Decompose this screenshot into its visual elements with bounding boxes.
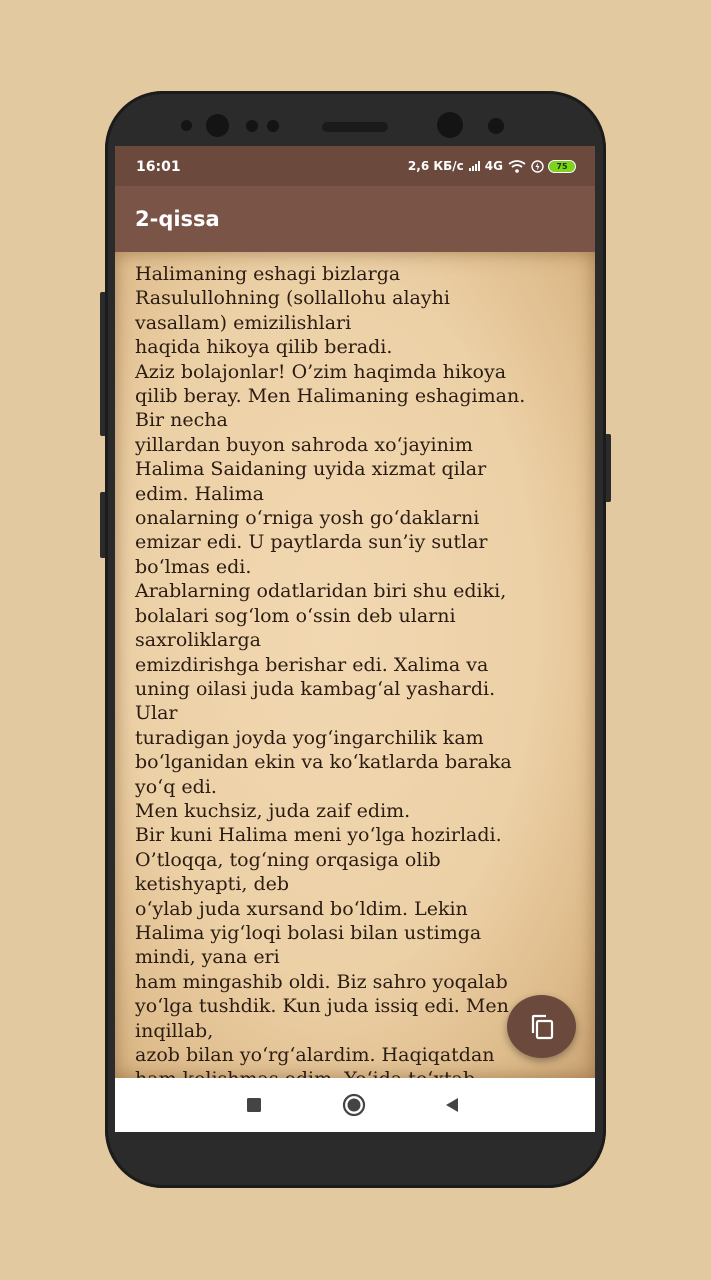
app-bar [115,186,595,252]
status-bar [115,146,595,186]
story-line: haqida hikoya qilib beradi. [135,336,393,359]
sensor-dot [488,118,504,134]
story-line: turadigan joyda yog‘ingarchilik kam [135,726,484,749]
story-line: Halimaning eshagi bizlarga [135,263,401,285]
triangle-back-icon [444,1097,460,1113]
story-line: o‘ylab juda xursand bo‘ldim. Lekin [135,897,468,920]
status-indicators [408,159,575,173]
story-line: Halima yig‘loqi bolasi bilan ustimga [135,921,482,944]
copy-icon [529,1013,555,1041]
story-line: vasallam) emizilishlari [135,311,352,334]
navigation-bar [115,1078,595,1132]
story-text [135,262,580,1092]
circle-icon [342,1093,366,1117]
recent-apps-button[interactable] [241,1092,267,1118]
story-line: bo‘lmas edi. [135,555,252,578]
wifi-icon [508,160,526,173]
story-line: yillardan buyon sahroda xo‘jayinim [135,433,473,456]
back-button[interactable] [439,1092,465,1118]
story-line: mindi, yana eri [135,946,280,969]
copy-button[interactable] [507,995,576,1058]
story-content[interactable] [115,252,595,1078]
story-line: yo‘lga tushdik. Kun juda issiq edi. Men [135,995,509,1018]
home-button[interactable] [341,1092,367,1118]
story-line: saxroliklarga [135,629,261,652]
story-line: qilib beray. Men Halimaning eshagiman. [135,385,526,408]
story-line: azob bilan yo‘rg‘alardim. Haqiqatdan [135,1044,495,1066]
story-line: ham mingashib oldi. Biz sahro yoqalab [135,970,508,993]
story-line: emizar edi. U paytlarda sun’iy sutlar [135,531,488,554]
story-line: onalarning o‘rniga yosh go‘daklarni [135,507,480,530]
sensor-dot [267,120,279,132]
story-line: edim. Halima [135,482,264,505]
phone-screen [115,146,595,1132]
story-line: inqillab, [135,1019,214,1042]
sensor-dot [181,120,192,131]
story-line: Aziz bolajonlar! O’zim haqimda hikoya [135,360,507,383]
status-time: 16:01 [136,159,181,175]
battery-indicator: 75 [549,161,575,172]
charging-icon [531,160,544,173]
network-type: 4G [484,159,503,173]
story-line: Bir necha [135,409,228,432]
front-camera [206,114,229,137]
earpiece [322,122,388,132]
story-line: Halima Saidaning uyida xizmat qilar [135,458,487,481]
network-speed: 2,6 КБ/с [407,159,464,173]
signal-icon [469,161,480,171]
page-title: 2-qissa [135,207,220,231]
story-line: uning oilasi juda kambag‘al yashardi. [135,677,496,700]
square-icon [246,1097,262,1113]
story-line: Ular [135,702,178,725]
story-line: Arablarning odatlaridan biri shu ediki, [135,580,507,603]
story-line: ketishyapti, deb [135,873,290,896]
story-line: Men kuchsiz, juda zaif edim. [135,799,411,822]
story-line: Bir kuni Halima meni yo‘lga hozirladi. [135,824,502,847]
story-line: bolalari sog‘lom o‘ssin deb ularni [135,604,456,627]
story-line: Rasulullohning (sollallohu alayhi [135,287,450,310]
front-camera [437,112,463,138]
story-line: yo‘q edi. [135,775,217,798]
story-line: emizdirishga berishar edi. Xalima va [135,653,489,676]
story-line: O’tloqqa, tog‘ning orqasiga olib [135,848,441,871]
sensor-dot [246,120,258,132]
story-line: bo‘lganidan ekin va ko‘katlarda baraka [135,751,512,774]
